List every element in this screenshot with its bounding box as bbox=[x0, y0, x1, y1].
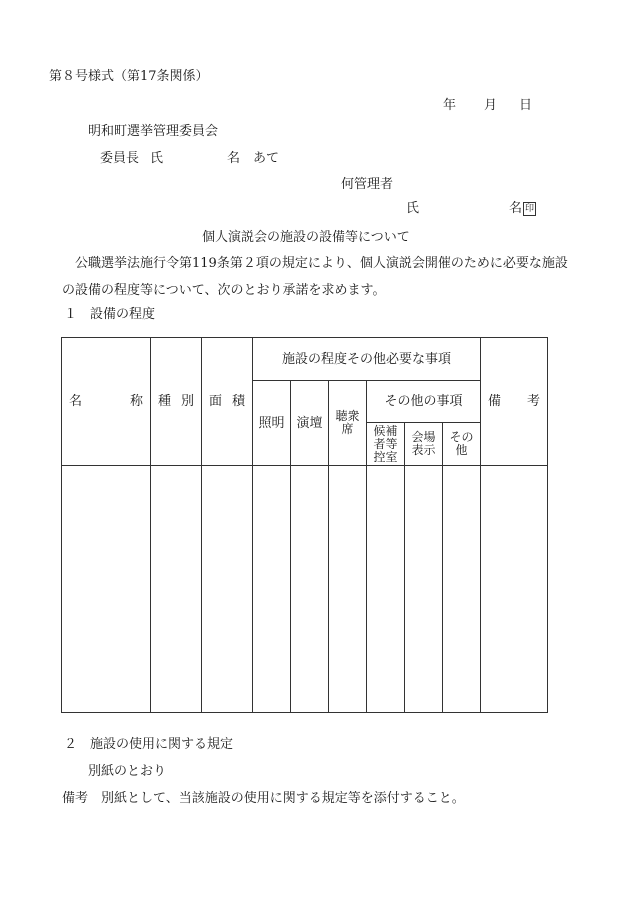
addressee-name-mei: 名 bbox=[227, 151, 241, 166]
form-number: 第８号様式（第17条関係） bbox=[49, 69, 209, 84]
header-name: 名称 bbox=[62, 338, 151, 466]
body-line-2: の設備の程度等について、次のとおり承諾を求めます。 bbox=[62, 283, 386, 298]
sender-name-mei bbox=[509, 201, 536, 217]
header-venue-sign bbox=[405, 423, 443, 466]
entry-candidate-room-cell[interactable] bbox=[367, 466, 405, 713]
date-year-label: 年 bbox=[443, 98, 457, 113]
sender-title: 何管理者 bbox=[341, 177, 394, 192]
header-facility-group: 施設の程度その他必要な事項 bbox=[253, 338, 481, 381]
header-audience-line-1: 聴衆 bbox=[335, 409, 360, 423]
facility-table bbox=[61, 337, 548, 713]
note: 備考 別紙として、当該施設の使用に関する規定等を添付すること。 bbox=[62, 791, 465, 806]
entry-name-cell[interactable] bbox=[62, 466, 151, 713]
body-line-1: 公職選挙法施行令第119条第２項の規定により、個人演説会開催のために必要な施設 bbox=[75, 256, 568, 271]
seal-mark: 印 bbox=[525, 204, 535, 214]
header-stage: 演壇 bbox=[291, 381, 329, 466]
entry-stage-cell[interactable] bbox=[291, 466, 329, 713]
section-2-heading: ２ 施設の使用に関する規定 bbox=[64, 737, 234, 752]
sender-mei-text: 名 bbox=[509, 201, 523, 216]
header-misc-line-2: 他 bbox=[455, 443, 468, 457]
addressee-organization: 明和町選挙管理委員会 bbox=[88, 124, 219, 139]
header-audience-line-2: 席 bbox=[341, 422, 354, 436]
entry-lighting-cell[interactable] bbox=[253, 466, 291, 713]
entry-area-cell[interactable] bbox=[202, 466, 253, 713]
section-1-heading: １ 設備の程度 bbox=[64, 307, 156, 322]
header-candidate-line-3: 控室 bbox=[373, 449, 398, 464]
header-venue-line-2: 表示 bbox=[411, 443, 436, 457]
date-month-label: 月 bbox=[484, 98, 498, 113]
header-lighting: 照明 bbox=[253, 381, 291, 466]
header-other-group: その他の事項 bbox=[367, 381, 481, 423]
header-misc bbox=[443, 423, 481, 466]
entry-misc-cell[interactable] bbox=[443, 466, 481, 713]
header-candidate-room bbox=[367, 423, 405, 466]
addressee-title: 委員長 bbox=[100, 151, 140, 166]
addressee-ate: あて bbox=[253, 151, 280, 166]
sender-name-shi: 氏 bbox=[406, 201, 420, 216]
date-day-label: 日 bbox=[519, 98, 533, 113]
addressee-name-shi: 氏 bbox=[150, 151, 164, 166]
document-title: 個人演説会の施設の設備等について bbox=[202, 230, 410, 245]
header-remarks: 備考 bbox=[481, 338, 548, 466]
header-candidate-line-2: 者等 bbox=[373, 436, 398, 451]
section-2-body: 別紙のとおり bbox=[88, 764, 167, 779]
header-type: 種別 bbox=[151, 338, 202, 466]
header-venue-line-1: 会場 bbox=[411, 430, 436, 444]
header-audience-seats bbox=[329, 381, 367, 466]
header-candidate-line-1: 候補 bbox=[373, 423, 398, 438]
entry-audience-cell[interactable] bbox=[329, 466, 367, 713]
header-misc-line-1: その bbox=[449, 430, 474, 444]
header-area: 面積 bbox=[202, 338, 253, 466]
entry-type-cell[interactable] bbox=[151, 466, 202, 713]
entry-remarks-cell[interactable] bbox=[481, 466, 548, 713]
entry-venue-sign-cell[interactable] bbox=[405, 466, 443, 713]
table-entry-row bbox=[62, 466, 548, 713]
